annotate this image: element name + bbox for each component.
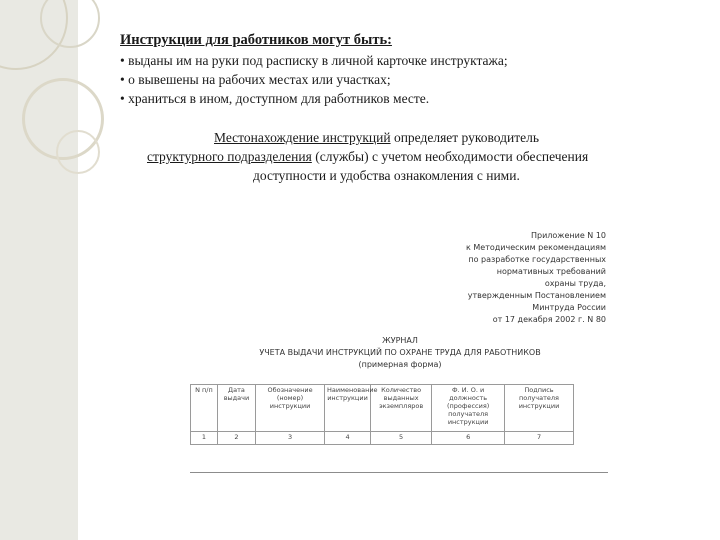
appendix-line: охраны труда, (544, 279, 606, 288)
table-cell: 3 (256, 432, 325, 445)
paragraph-text: (службы) с учетом необходимости обеспечения (311, 149, 589, 164)
table-header-cell: Дата выдачи (217, 385, 255, 432)
appendix-line: от 17 декабря 2002 г. N 80 (492, 315, 606, 324)
journal-note: (примерная форма) (358, 360, 442, 369)
table-header-cell: N п/п (191, 385, 218, 432)
appendix-line: утвержденным Постановлением (467, 291, 606, 300)
journal-title-block (190, 335, 610, 371)
table-cell: 6 (432, 432, 505, 445)
location-paragraph (120, 128, 700, 185)
bullet-list (120, 51, 508, 108)
appendix-line: к Методическим рекомендациям (466, 243, 606, 252)
bullet-item: • храниться в ином, доступном для работников месте. (120, 91, 430, 106)
paragraph-line (120, 147, 700, 166)
bullet-item: • о вывешены на рабочих местах или участках; (120, 72, 391, 87)
appendix-line: нормативных требований (496, 267, 606, 276)
journal-subtitle: УЧЕТА ВЫДАЧИ ИНСТРУКЦИЙ ПО ОХРАНЕ ТРУДА ДЛЯ РАБОТНИКОВ (259, 348, 541, 357)
link-instruction-location[interactable]: Местонахождение инструкций (214, 130, 391, 145)
table-header-cell: Наименование инструкции (325, 385, 371, 432)
appendix-line: Минтруда России (532, 303, 606, 312)
divider (190, 472, 608, 473)
table-cell: 1 (191, 432, 218, 445)
paragraph-line: доступности и удобства ознакомления с ними. (253, 168, 520, 183)
scanned-form (190, 224, 610, 476)
journal-title: ЖУРНАЛ (382, 336, 418, 345)
decorative-ring (40, 0, 100, 48)
decorative-ring (22, 78, 104, 160)
paragraph-text: определяет руководитель (390, 130, 540, 145)
table-cell: 7 (505, 432, 574, 445)
table-cell: 2 (217, 432, 255, 445)
table-header-cell: Обозначение (номер) инструкции (256, 385, 325, 432)
decorative-ring (0, 0, 68, 70)
appendix-line: Приложение N 10 (530, 231, 606, 240)
paragraph-line (120, 128, 700, 147)
table-header-cell: Ф. И. О. и должность (профессия) получателя инструкции (432, 385, 505, 432)
decorative-ring (56, 130, 100, 174)
appendix-block (466, 230, 606, 326)
sidebar-panel (0, 0, 78, 540)
table-header-row (191, 385, 574, 432)
table-header-cell: Подпись получателя инструкции (505, 385, 574, 432)
bullet-item: • выданы им на руки под расписку в личной карточке инструктажа; (120, 53, 508, 68)
instructions-heading: Инструкции для работников могут быть: (120, 32, 392, 48)
link-structural-unit[interactable]: структурного подразделения (147, 149, 312, 164)
appendix-line: по разработке государственных (468, 255, 606, 264)
table-cell: 4 (325, 432, 371, 445)
journal-table (190, 384, 574, 445)
table-row (191, 432, 574, 445)
table-header-cell: Количество выданных экземпляров (370, 385, 431, 432)
table-cell: 5 (370, 432, 431, 445)
